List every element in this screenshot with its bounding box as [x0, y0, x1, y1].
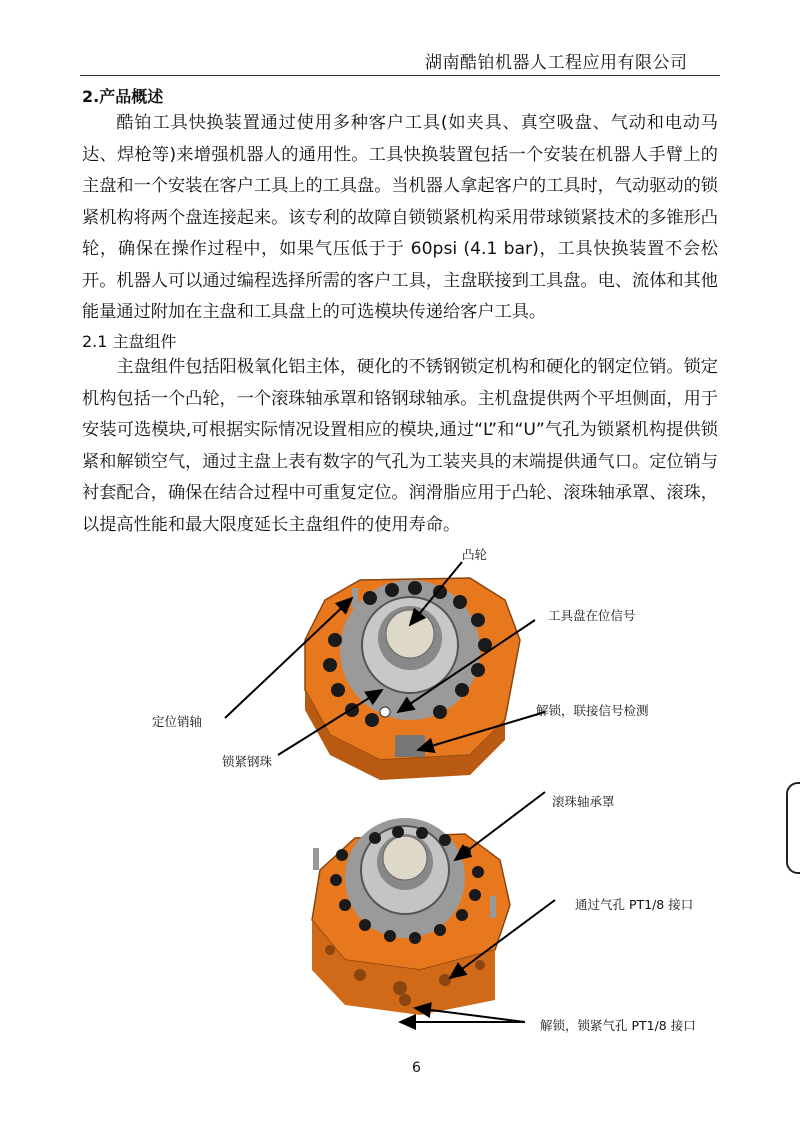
label-air-port: 通过气孔 PT1/8 接口 [575, 897, 694, 912]
label-cam: 凸轮 [462, 547, 488, 562]
section-title: 2.产品概述 [82, 87, 164, 106]
intro-paragraph: 酷铂工具快换装置通过使用多种客户工具(如夹具、真空吸盘、气动和电动马达、焊枪等)来增强机器人的通用性。工具快换装置包括一个安装在机器人手臂上的主盘和一个安装在客户工具上的工具盘。当机器人拿起客户的工具时，气动驱动的锁紧机构将两个盘连接起来。该专利的故障自锁锁紧机构采用带球锁紧技术的多锥形凸轮，确保在操作过程中，如果气压低于于 60psi (4.1 bar)，工具快换装置不会松开。机器人可以通过编程选择所需的客户工具，主盘联接到工具盘。电、流体和其他能量通过附加在主盘和工具盘上的可选模块传递给客户工具。 [82, 113, 718, 322]
master-plate-top-image [305, 578, 520, 780]
header-company-name: 湖南酷铂机器人工程应用有限公司 [425, 53, 688, 73]
label-bearing-cage: 滚珠轴承罩 [552, 794, 615, 809]
subsection-title: 2.1 主盘组件 [82, 332, 177, 351]
label-lock-port: 解锁，锁紧气孔 PT1/8 接口 [540, 1018, 696, 1033]
label-unlock-signal: 解锁，联接信号检测 [536, 703, 649, 718]
label-tool-signal: 工具盘在位信号 [548, 608, 636, 623]
page-number: 6 [412, 1060, 421, 1076]
label-locating-pin: 定位销轴 [152, 714, 203, 729]
master-plate-side-image [312, 818, 510, 1015]
label-lock-ball: 锁紧钢珠 [222, 754, 273, 769]
master-plate-paragraph: 主盘组件包括阳极氧化铝主体，硬化的不锈钢锁定机构和硬化的钢定位销。锁定机构包括一个凸轮，一个滚珠轴承罩和铬钢球轴承。主机盘提供两个平坦侧面，用于安装可选模块,可根据实际情况设置相应的模块,通过“L”和“U”气孔为锁紧机构提供锁紧和解锁空气，通过主盘上表有数字的气孔为工装夹具的末端提供通气口。定位销与衬套配合，确保在结合过程中可重复定位。润滑脂应用于凸轮、滚珠轴承罩、滚珠，以提高性能和最大限度延长主盘组件的使用寿命。 [82, 357, 718, 535]
side-tab-marker [786, 782, 800, 874]
